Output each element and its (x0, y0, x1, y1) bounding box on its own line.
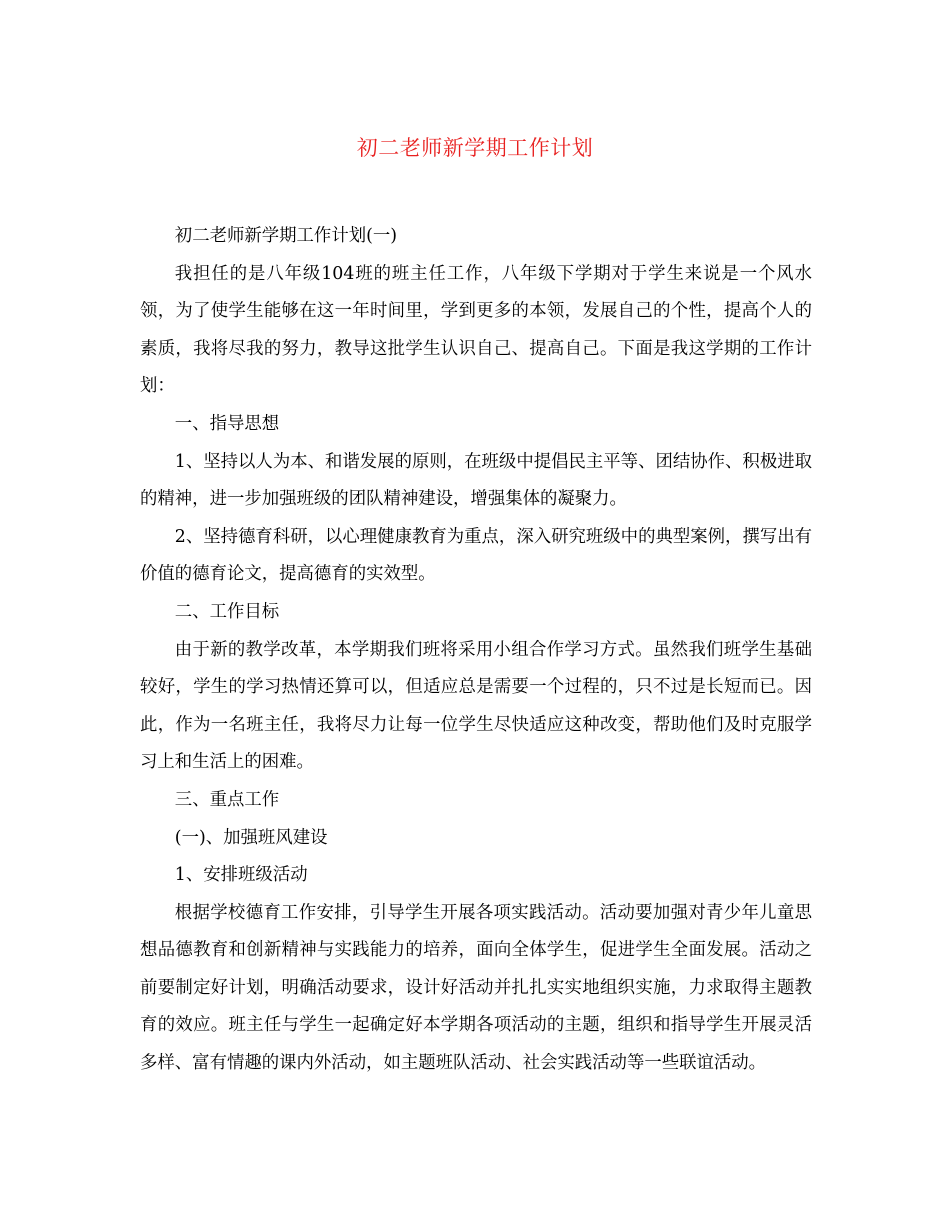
paragraph-goals: 由于新的教学改革，本学期我们班将采用小组合作学习方式。虽然我们班学生基础较好，学生的学习热情还算可以，但适应总是需要一个过程的，只不过是长短而已。因此，作为一名班主任，我将尽力让每一位学生尽快适应这种改变，帮助他们及时克服学习上和生活上的困难。 (140, 639, 812, 773)
heading-guiding-ideology: 一、指导思想 (174, 413, 280, 434)
paragraph-ideology-2: 2、坚持德育科研，以心理健康教育为重点，深入研究班级中的典型案例，撰写出有价值的德育论文，提高德育的实效型。 (140, 526, 812, 585)
document-title: 初二老师新学期工作计划 (356, 136, 594, 160)
heading-key-work: 三、重点工作 (174, 789, 280, 810)
subheading-class-activities: 1、安排班级活动 (174, 865, 308, 886)
subheading-class-style: (一)、加强班风建设 (174, 827, 328, 848)
paragraph-activities: 根据学校德育工作安排，引导学生开展各项实践活动。活动要加强对青少年儿童思想品德教育和创新精神与实践能力的培养，面向全体学生，促进学生全面发展。活动之前要制定好计划，明确活动要求，设计好活动并扎扎实实地组织实施，力求取得主题教育的效应。班主任与学生一起确定好本学期各项活动的主题，组织和指导学生开展灵活多样、富有情趣的课内外活动，如主题班队活动、社会实践活动等一些联谊活动。 (140, 902, 812, 1074)
paragraph-intro: 我担任的是八年级104班的班主任工作，八年级下学期对于学生来说是一个风水领，为了使学生能够在这一年时间里，学到更多的本领，发展自己的个性，提高个人的素质，我将尽我的努力，教导这批学生认识自己、提高自己。下面是我这学期的工作计划： (140, 263, 812, 397)
paragraph-subtitle: 初二老师新学期工作计划(一) (174, 226, 398, 246)
paragraph-ideology-1: 1、坚持以人为本、和谐发展的原则，在班级中提倡民主平等、团结协作、积极进取的精神，进一步加强班级的团队精神建设，增强集体的凝聚力。 (140, 451, 812, 510)
heading-work-goals: 二、工作目标 (174, 601, 280, 622)
document-body (140, 218, 812, 1083)
